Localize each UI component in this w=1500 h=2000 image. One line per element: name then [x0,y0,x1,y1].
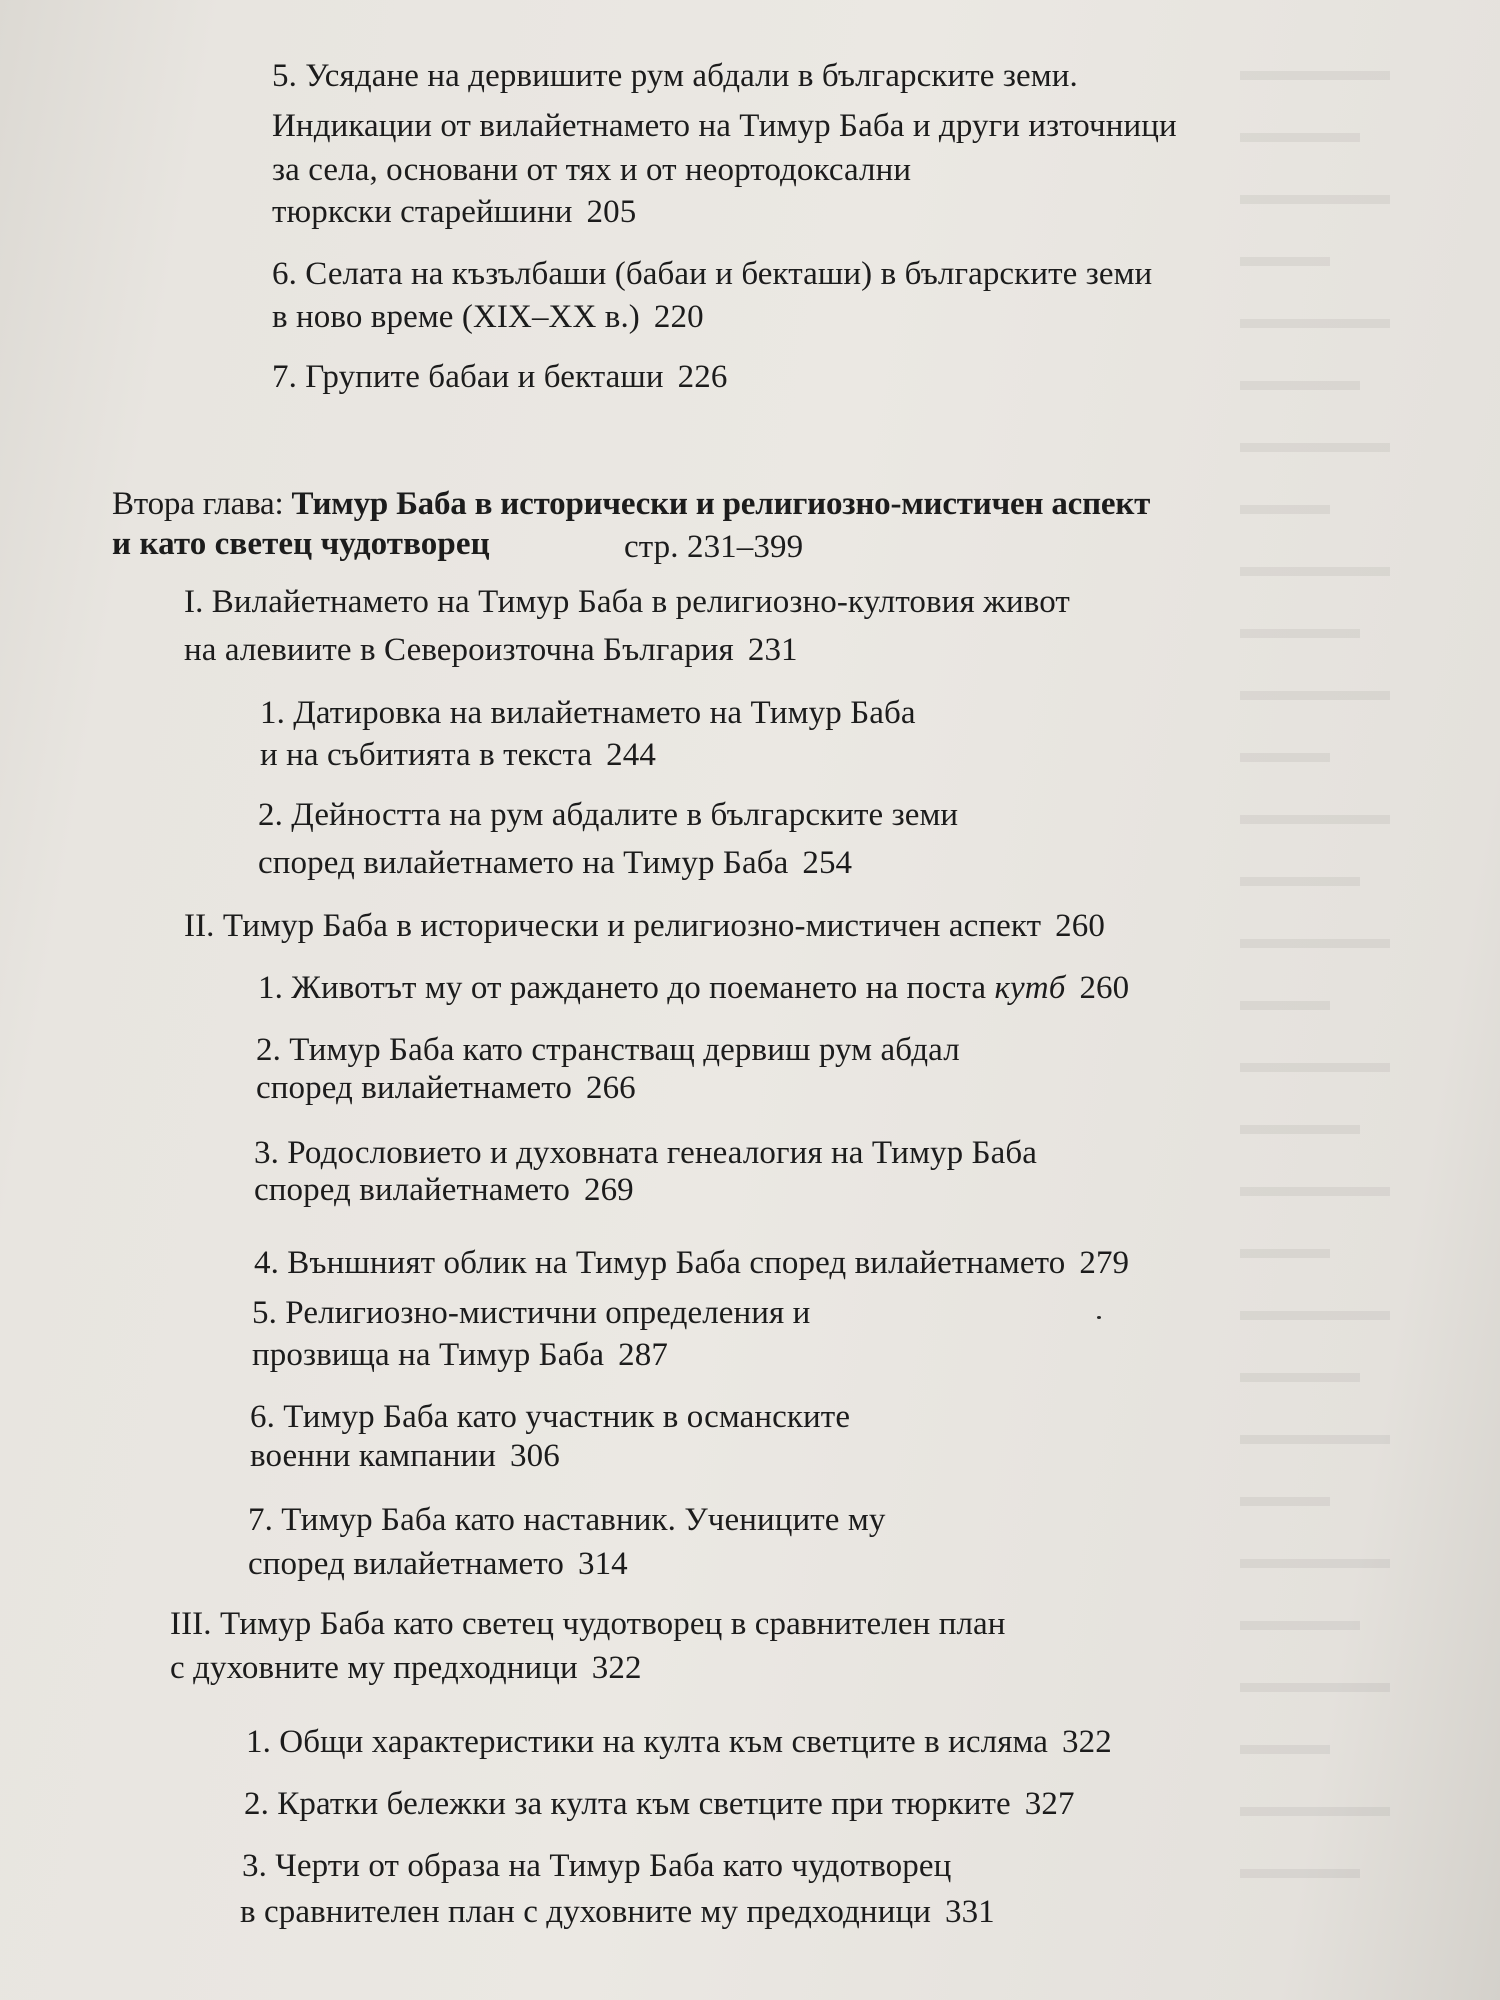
chapter-title: Тимур Баба в исторически и религиозно-мистичен аспект [291,486,1151,522]
ink-speck [1097,1316,1101,1319]
part-ii-item-2-line1: 2. Тимур Баба като странстващ дервиш рум абдал [256,1032,960,1068]
chapter-heading-line1 [112,484,1150,524]
part-iii-item-2 [244,1784,1075,1824]
toc-entry-5-line1: 5. Усядане на дервишите рум абдали в българските земи. [272,58,1078,94]
term-qutb: кутб [994,970,1066,1006]
page-number: 322 [591,1650,642,1686]
part-i-item-2-text: според вилайетнамето на Тимур Баба [258,845,789,881]
page-number: 269 [583,1172,634,1208]
chapter-title-cont: и като светец чудотворец [112,526,490,562]
part-i-item-1-line1: 1. Датировка на вилайетнамето на Тимур Баба [260,695,916,731]
page-number: 244 [606,737,656,773]
page-number: 226 [677,359,728,395]
part-ii-item-3-line1: 3. Родословието и духовната генеалогия на Тимур Баба [254,1135,1038,1171]
part-ii-item-7-line2 [248,1544,628,1584]
part-iii-line2 [170,1648,642,1688]
page-number: 260 [1055,908,1105,944]
part-i-line2 [184,630,798,670]
part-iii-text: с духовните му предходници [170,1650,578,1686]
part-iii-item-1 [246,1722,1112,1762]
part-ii-item-6-line1: 6. Тимур Баба като участник в османските [250,1399,851,1435]
page-number: 260 [1079,970,1130,1006]
toc-entry-5-line3: за села, основани от тях и от неортодоксални [272,152,912,188]
part-ii-item-4 [254,1243,1129,1283]
part-iii-item-3-line2 [240,1892,995,1932]
page-number: 220 [653,299,704,335]
part-ii-item-7-line1: 7. Тимур Баба като наставник. Учениците му [248,1502,886,1538]
toc-entry-6-text: в ново време (XIX–XX в.) [272,299,640,335]
toc-entry-5-line4 [272,192,636,232]
part-ii-item-1 [258,968,1129,1008]
page-number: 279 [1079,1245,1130,1281]
part-ii-item-1-text: 1. Животът му от раждането до поемането на поста [258,970,995,1006]
bleed-through-texture: ▬▬▬▬▬ ▬▬▬▬ ▬▬▬▬▬ ▬▬▬ ▬▬▬▬▬ ▬▬▬▬ ▬▬▬▬▬ ▬▬▬ ▬▬▬▬▬ ▬▬▬▬ ▬▬▬▬▬ ▬▬▬ ▬▬▬▬▬ ▬▬▬▬ ▬▬▬▬▬ ▬▬▬ ▬▬▬▬▬ ▬▬▬▬ ▬▬▬▬▬ ▬▬▬ ▬▬▬▬▬ ▬▬▬▬ ▬▬▬▬▬ ▬▬▬ ▬▬▬▬▬ ▬▬▬▬ ▬▬▬▬▬ ▬▬▬ ▬▬▬▬▬ ▬▬▬▬ [1240,54,1390,1885]
chapter-heading-line2 [112,524,490,564]
part-i-line1: I. Вилайетнамето на Тимур Баба в религиозно-култовия живот [184,584,1070,620]
page-number: 314 [577,1546,628,1582]
part-i-item-2-line2 [258,843,852,883]
part-ii-item-6-line2 [250,1436,560,1476]
toc-entry-5-text: тюркски старейшини [272,194,573,230]
part-ii-item-3-line2 [254,1170,634,1210]
toc-entry-5-line2: Индикации от вилайетнамето на Тимур Баба и други източници [272,108,1177,144]
page-number: 322 [1062,1724,1112,1760]
part-ii-item-2-text: според вилайетнамето [256,1070,572,1106]
part-ii-item-2-line2 [256,1068,636,1108]
chapter-page-range: стр. 231–399 [624,529,804,565]
part-iii-item-3-text: в сравнителен план с духовните му предходници [240,1894,931,1930]
page-number: 266 [585,1070,636,1106]
toc-entry-7-text: 7. Групите бабаи и бекташи [272,359,664,395]
chapter-prefix: Втора глава: [112,486,292,522]
part-ii-text: II. Тимур Баба в исторически и религиозно-мистичен аспект [184,908,1042,944]
part-i-item-2-line1: 2. Дейността на рум абдалите в българските земи [258,797,959,833]
part-i-text: на алевиите в Североизточна България [184,632,734,668]
part-iii-item-2-text: 2. Кратки бележки за култа към светците при тюрките [244,1786,1011,1822]
part-ii-line1 [184,906,1105,946]
page-number: 231 [747,632,798,668]
toc-entry-7 [272,357,727,397]
part-iii-item-3-line1: 3. Черти от образа на Тимур Баба като чудотворец [242,1848,952,1884]
page-number: 327 [1024,1786,1075,1822]
page-number: 331 [944,1894,995,1930]
page-number: 287 [618,1337,668,1373]
part-ii-item-5-text: прозвища на Тимур Баба [252,1337,605,1373]
part-i-item-1-text: и на събитията в текста [260,737,593,773]
page-number: 254 [802,845,853,881]
part-ii-item-5-line1: 5. Религиозно-мистични определения и [252,1295,811,1331]
part-ii-item-4-text: 4. Външният облик на Тимур Баба според вилайетнамето [254,1245,1066,1281]
part-i-item-1-line2 [260,735,656,775]
part-ii-item-5-line2 [252,1335,668,1375]
part-iii-item-1-text: 1. Общи характеристики на култа към светците в исляма [246,1724,1049,1760]
part-ii-item-3-text: според вилайетнамето [254,1172,570,1208]
toc-entry-6-line2 [272,297,704,337]
toc-entry-6-line1: 6. Селата на къзълбаши (бабаи и бекташи) в българските земи [272,256,1153,292]
part-ii-item-7-text: според вилайетнамето [248,1546,564,1582]
part-iii-line1: III. Тимур Баба като светец чудотворец в сравнителен план [170,1606,1006,1642]
page-number: 306 [510,1438,560,1474]
page-number: 205 [586,194,637,230]
part-ii-item-6-text: военни кампании [250,1438,496,1474]
